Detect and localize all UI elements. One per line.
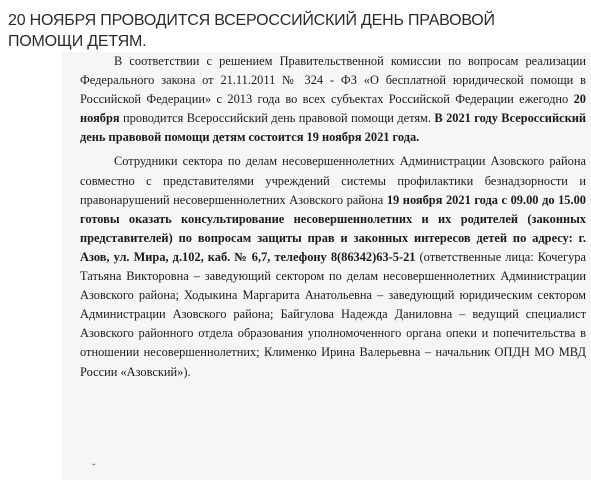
- paragraph-1-bold-announcement: В 2021 году Всероссийский день правовой помощи детям состоится 19 ноября 2021 года.: [80, 111, 586, 145]
- paragraph-1-text-2: проводится Всероссийский день правовой помощи детям.: [119, 111, 435, 126]
- paragraph-1-bold-date: 20 ноября: [80, 92, 586, 126]
- document-paragraph-2: [80, 152, 586, 381]
- paragraph-2-text-1: Сотрудники сектора по делам несовершеннолетних Администрации Азовского района совместно с представителями учреждений системы профилактики безнадзорности и правонарушений несовершеннолетних Азовского района: [80, 154, 586, 207]
- paragraph-2-bold-details: 19 ноября 2021 года с 09.00 до 15.00 готовы оказать консультирование несовершеннолетних и их родителей (законных представителей) по вопросам защиты прав и законных интересов детей по адресу: г. Азов, ул. Мира, д.102, каб. № 6,7, телефону 8(86342)63-5-21: [80, 192, 586, 264]
- document-body: [80, 52, 586, 382]
- cut-off-mark: ˘: [92, 462, 96, 474]
- paragraph-2-text-2: (ответственные лица: Кочегура Татьяна Викторовна – заведующий сектором по делам несовершеннолетних Администрации Азовского района; Ходыкина Маргарита Анатольевна – заведующий юридическим сектором Администрации Азовского района; Байгулова Надежда Даниловна – ведущий специалист Азовского районного отдела образования уполномоченного органа опеки и попечительства в отношении несовершеннолетних; Клименко Ирина Валерьевна – начальник ОПДН МО МВД России «Азовский»).: [80, 249, 586, 379]
- paragraph-1-text-1: В соответствии с решением Правительственной комиссии по вопросам реализации Федерального закона от 21.11.2011 № 324 - ФЗ «О бесплатной юридической помощи в Российской Федерации» с 2013 года во всех субъектах Российской Федерации ежегодно: [80, 54, 586, 107]
- scanned-document-image: [62, 52, 591, 480]
- document-paragraph-1: [80, 52, 586, 147]
- page-title: 20 НОЯБРЯ ПРОВОДИТСЯ ВСЕРОССИЙСКИЙ ДЕНЬ ПРАВОВОЙ ПОМОЩИ ДЕТЯМ.: [8, 12, 495, 50]
